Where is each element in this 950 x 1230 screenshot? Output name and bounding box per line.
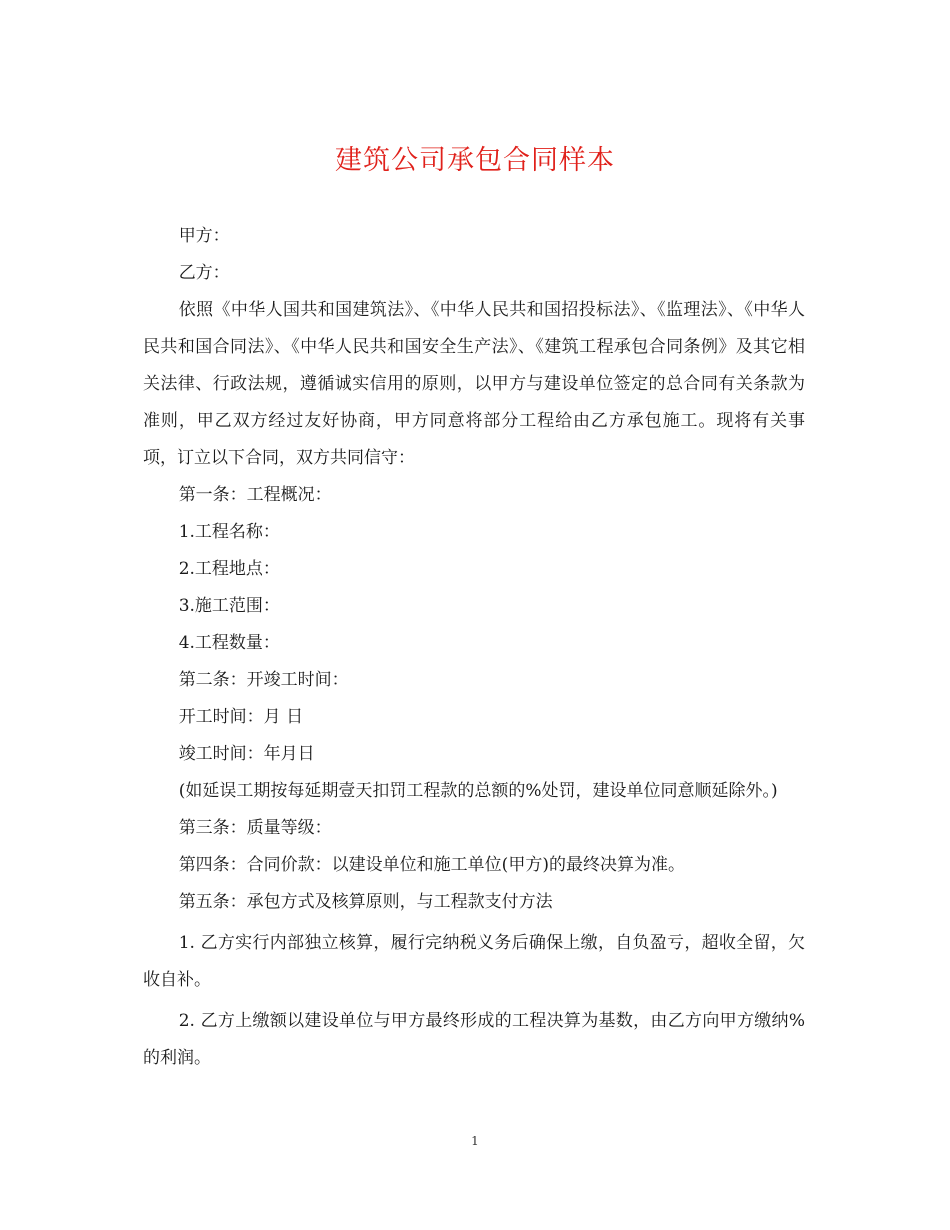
project-name-line: 1.工程名称： <box>178 522 280 542</box>
article-3-heading: 第三条：质量等级： <box>178 818 332 838</box>
article-2-heading: 第二条：开竣工时间： <box>178 670 349 690</box>
article-1-heading: 第一条：工程概况： <box>178 485 332 505</box>
completion-date-line: 竣工时间：年月日 <box>178 744 315 764</box>
party-a-line: 甲方： <box>178 226 230 246</box>
document-body <box>143 218 805 1077</box>
article-5-item-2: 2. 乙方上缴额以建设单位与甲方最终形成的工程决算为基数，由乙方向甲方缴纳%的利润。 <box>143 1011 805 1068</box>
article-4-paragraph: 第四条：合同价款：以建设单位和施工单位(甲方)的最终决算为准。 <box>178 855 685 875</box>
party-b-line: 乙方： <box>178 263 230 283</box>
project-quantity-line: 4.工程数量： <box>178 633 280 653</box>
project-location-line: 2.工程地点： <box>178 559 280 579</box>
preamble-paragraph: 依照《中华人国共和国建筑法》、《中华人民共和国招投标法》、《监理法》、《中华人民共和国合同法》、《中华人民共和国安全生产法》、《建筑工程承包合同条例》及其它相关法律、行政法规，遵循诚实信用的原则，以甲方与建设单位签定的总合同有关条款为准则，甲乙双方经过友好协商，甲方同意将部分工程给由乙方承包施工。现将有关事项，订立以下合同，双方共同信守： <box>143 300 805 468</box>
page-number: 1 <box>471 1134 479 1148</box>
construction-scope-line: 3.施工范围： <box>178 596 280 616</box>
article-5-item-1: 1. 乙方实行内部独立核算，履行完纳税义务后确保上缴，自负盈亏，超收全留，欠收自补。 <box>143 933 805 990</box>
delay-penalty-paragraph: (如延误工期按每延期壹天扣罚工程款的总额的%处罚，建设单位同意顺延除外。) <box>178 781 778 801</box>
article-5-heading: 第五条：承包方式及核算原则，与工程款支付方法 <box>178 892 553 912</box>
document-title: 建筑公司承包合同样本 <box>335 145 615 176</box>
start-date-line: 开工时间：月 日 <box>178 707 304 727</box>
